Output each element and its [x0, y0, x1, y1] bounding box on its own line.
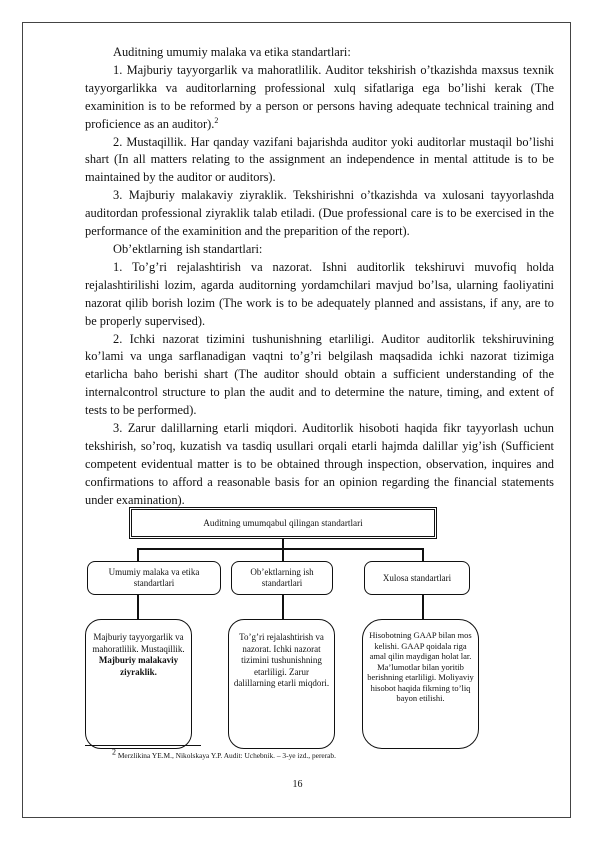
category-work: Ob’ektlarning ish standartlari: [231, 561, 333, 595]
connector: [137, 548, 423, 550]
footnote-number: 2: [112, 747, 116, 757]
general-standards-text: Majburiy tayyorgarlik va mahoratlilik. Mustaqillik.: [92, 632, 185, 654]
report-standards-text: Hisobotning GAAP bilan mos kelishi. GAAP qoidala riga amal qilin maydigan holat lar. Ma’lumotlar bilan yoritib berishning etarliligi. Moliyaviy hisobot haqida fikrning to’liq bayon etilishi.: [367, 630, 474, 703]
work-standards-text: To’g’ri rejalashtirish va nazorat. Ichki nazorat tizimini tushunishning etarliligi. Zarur dalillarning etarli miqdori.: [233, 632, 330, 688]
body-text: [85, 44, 554, 510]
footnote-text: Merzlikina YE.M., Nikolskaya Y.P. Audit: Uchebnik. – 3-ye izd., pererab.: [117, 751, 336, 760]
connector: [282, 595, 284, 619]
paragraph-work-3: 3. Zarur dalillarning etarli miqdori. Auditorlik hisoboti haqida fikr tayyorlash uchun tekshirish, so’roq, kuzatish va tasdiq usullari orqali etarli hajmda dalillar yig’ish (Sufficient competent evidentual matter is to be obtained through inspection, observation, inquires and confirmations to afford a reasonable basis for an opinion regarding the financial statements under examination).: [85, 421, 554, 507]
paragraph-heading-work: Ob’ektlarning ish standartlari:: [113, 241, 263, 256]
footnote: [112, 747, 336, 760]
work-standards-detail: [228, 619, 335, 749]
paragraph-general-2: 2. Mustaqillik. Har qanday vazifani bajarishda auditor yoki auditorlar mustaqil bo’lishi shart (In all matters relating to the assignment an independence in mental attitude is to be maintained by the auditor or auditors).: [85, 134, 554, 185]
page-number: 16: [292, 779, 303, 790]
paragraph-work-2: 2. Ichki nazorat tizimini tushunishning etarliligi. Auditor auditorlik tekshiruvining ko’lami va unga sarflanadigan vaqtni to’g’ri belgilash maqsadida ichki nazorat tizimiga etarlicha baho berishi shart (The auditor should obtain a sufficient understanding of the internalcontrol structure to plan the audit and to determine the nature, timing, and extent of tests to be performed).: [85, 331, 554, 418]
connector: [282, 548, 284, 561]
category-general: Umumiy malaka va etika standartlari: [87, 561, 221, 595]
paragraph-work-1: 1. To’g’ri rejalashtirish va nazorat. Ishni auditorlik tekshiruvi muvofiq holda rejalashtirilishi lozim, agarda auditorning yordamchilari mavjud bo’lsa, ularning faoliyatini nazorat qilib borish lozim (The work is to be adequately planned and assistans, if any, are to be properly supervised).: [85, 259, 554, 328]
category-report: Xulosa standartlari: [364, 561, 470, 595]
connector: [137, 595, 139, 619]
connector: [137, 548, 139, 561]
footnote-separator: [85, 745, 201, 746]
diagram-top-box: Auditning umumqabul qilingan standartlari: [129, 507, 437, 539]
general-standards-bold: Majburiy malakaviy ziyraklik.: [98, 655, 179, 677]
connector: [422, 595, 424, 619]
general-standards-detail: [85, 619, 192, 749]
standards-diagram: [85, 505, 485, 767]
paragraph-general-3: 3. Majburiy malakaviy ziyraklik. Tekshirishni o’tkazishda va xulosani tayyorlashda auditordan professional ziyraklik talab etiladi. (Due professional care is to be exercised in the performance of the examinition and the preparition of the report).: [85, 188, 554, 239]
paragraph-heading-general: Auditning umumiy malaka va etika standartlari:: [113, 45, 351, 59]
connector: [422, 548, 424, 561]
report-standards-detail: [362, 619, 479, 749]
paragraph-general-1: 1. Majburiy tayyorgarlik va mahoratlilik. Auditor tekshirish o’tkazishda maxsus texnik tayyorgarlikka va auditorlarning professional xulq sifatlariga ega bo’lishi kerak (The examinition is to be reformed by a person or persons having adequate technical training and proficience as an auditor).$^2$: [85, 62, 554, 131]
footnote-ref: 2: [214, 115, 219, 125]
